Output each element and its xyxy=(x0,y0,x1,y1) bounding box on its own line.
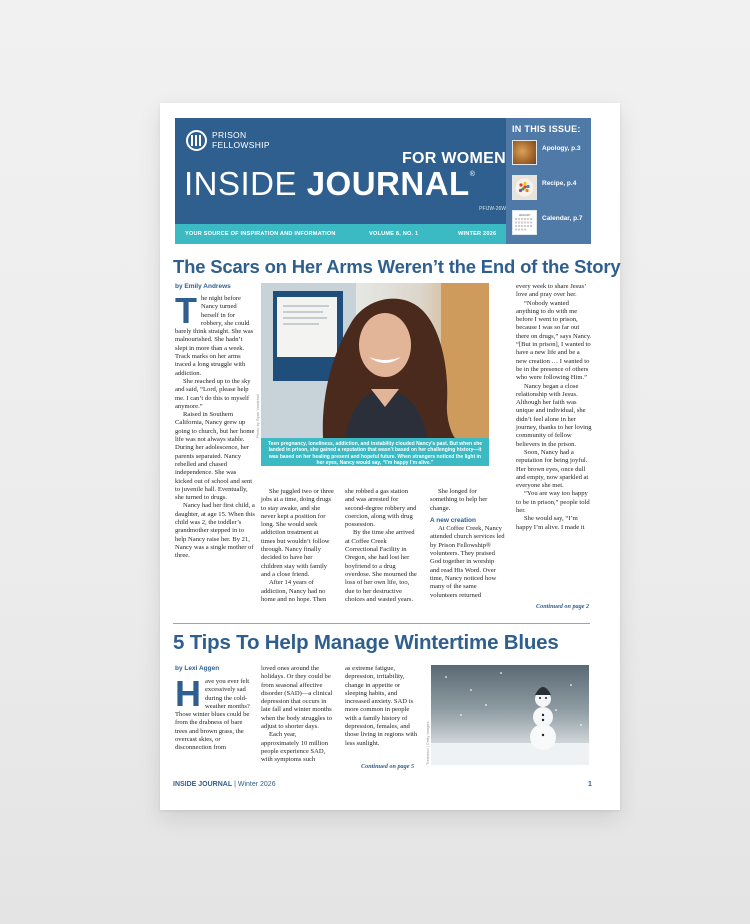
story1-subhead: A new creation xyxy=(430,516,476,524)
cereal-bowl-icon xyxy=(512,175,537,200)
story2-column-1: Have you ever felt excessively sad during the cold-weather months? Those winter blues could be from the drabness of bare trees and brown grass, the overcast skies, or disconnection from xyxy=(175,673,250,752)
story1-continued-link[interactable]: Continued on page 2 xyxy=(536,603,590,610)
season: WINTER 2026 xyxy=(458,231,497,237)
masthead xyxy=(175,118,516,244)
publication-title: INSIDE JOURNAL® xyxy=(184,165,476,202)
story1-column-1: The night before Nancy turned herself in for robbery, she could barely think straight. She was malnourished. She hadn’t slept in more than a week. Track marks on her arms traced a long struggle with addiction. She reached up to the sky and said, “Lord, please help me. I can’t do this to myself anymore.” Raised in Southern California, Nancy grew up going to church, but her home life was not always stable. During her adolescence, her parents separated. Nancy rebelled and chased independence. She was kicked out of school and sent to juvenile hall. Eventually, she turned to drugs. Nancy had her first child, a daughter, at age 15. When this child was 2, the toddler’s grandmother stepped in to help Nancy raise her. By 21, Nancy was a single mother of three. xyxy=(175,290,255,560)
story1-caption: Teen pregnancy, loneliness, addiction, and instability clouded Nancy’s past. But when she landed in prison, she gained a reputation that wasn’t based on her challenging history—it was based on her healing present and hopeful future. When strangers noticed the light in her eyes, Nancy would say, “I’m happy I’m alive.” xyxy=(261,438,489,466)
org-name-line2: FELLOWSHIP xyxy=(212,140,270,150)
logo-mark-icon xyxy=(186,130,207,151)
story2-headline: 5 Tips To Help Manage Wintertime Blues xyxy=(173,631,559,654)
newsletter-page xyxy=(160,103,620,810)
story2-column-3: as extreme fatigue, depression, irritability, change in appetite or sleeping habits, and increased anxiety. SAD is more common in people with a family history of depression, females, and those living in regions with less sunlight. xyxy=(345,665,418,747)
calendar-icon xyxy=(512,210,537,235)
org-name-line1: PRISON xyxy=(212,130,247,140)
issue-code: PFIJW-26W xyxy=(479,206,506,212)
story1-photo-credit: Photo by Ryan Vaudreuil xyxy=(255,394,260,438)
bread-icon xyxy=(512,140,537,165)
story1-column-2: She juggled two or three jobs at a time, doing drugs to stay awake, and she never kept a position for long. She would seek addiction treatment at times but wouldn’t follow through. Nancy finally decided to have her children stay with family and a close friend. After 14 years of addiction, Nancy had no home and no hope. Then xyxy=(261,488,334,603)
snowman-photo xyxy=(431,665,589,765)
in-this-issue-heading: IN THIS ISSUE: xyxy=(512,124,581,134)
tagline: YOUR SOURCE OF INSPIRATION AND INFORMATION xyxy=(185,231,336,237)
page-number: 1 xyxy=(588,781,592,788)
story1-dropcap: T xyxy=(175,290,197,331)
section-divider xyxy=(173,623,590,624)
issue-item-apology[interactable]: Apology, p.3 xyxy=(512,140,588,168)
page-footer: INSIDE JOURNAL | Winter 2026 xyxy=(173,781,276,788)
story1-headline: The Scars on Her Arms Weren’t the End of the Story xyxy=(173,256,621,277)
issue-item-calendar[interactable]: JANUARY Calendar, p.7 xyxy=(512,210,588,238)
story1-photo xyxy=(261,283,489,438)
story1-byline: by Emily Andrews xyxy=(175,283,231,290)
issue-item-recipe[interactable]: Recipe, p.4 xyxy=(512,175,588,203)
story1-column-5: every week to share Jesus’ love and pray over her. “Nobody wanted anything to do with me before I went to prison, because I was so far out there on drugs,” says Nancy. “[But in prison], I wanted to have a new life and be a new creation … I wanted to be in the presence of others who were following Him.” Nancy began a close relationship with Jesus. Although her faith was unique and individual, she didn’t feel alone in her journey, thanks to her loving community of fellow believers in the prison. Soon, Nancy had a reputation for being joyful. Her brown eyes, once dull and empty, now sparkled at everyone she met. “You are way too happy to be in prison,” people told her. She would say, “I’m happy I’m alive. I made it xyxy=(516,283,592,531)
story1-column-3: she robbed a gas station and was arrested for second-degree robbery and coercion, along with drug possession. By the time she arrived at Coffee Creek Correctional Facility in Oregon, she had lost her boyfriend to a drug overdose. She mourned the loss of her own life, too, due to her destructive choices and wasted years. xyxy=(345,488,417,603)
masthead-strip xyxy=(175,224,516,244)
edition-label: FOR WOMEN xyxy=(401,150,506,167)
story1-column-4: She longed for something to help her change. A new creation At Coffee Creek, Nancy attended church services led by Prison Fellowship® volunteers. They praised God together in worship and read His Word. Over time, Nancy noticed how many of the same volunteers returned xyxy=(430,488,505,599)
story2-continued-link[interactable]: Continued on page 5 xyxy=(361,763,415,770)
story2-column-2: loved ones around the holidays. Or they could be from seasonal affective disorder (SAD)—a clinical depression that occurs in late fall and winter months when the body struggles to adjust to shorter days. Each year, approximately 10 million people experience SAD, with symptoms such xyxy=(261,665,333,764)
in-this-issue-panel xyxy=(506,118,591,244)
volume: VOLUME 8, NO. 1 xyxy=(369,231,419,237)
story2-dropcap: H xyxy=(175,673,201,714)
story2-byline: by Lexi Aggen xyxy=(175,665,220,672)
svg-text:JANUARY: JANUARY xyxy=(518,214,531,217)
story2-photo-credit: Tremasol | Getty Images xyxy=(425,721,430,765)
prison-fellowship-logo xyxy=(186,129,296,155)
